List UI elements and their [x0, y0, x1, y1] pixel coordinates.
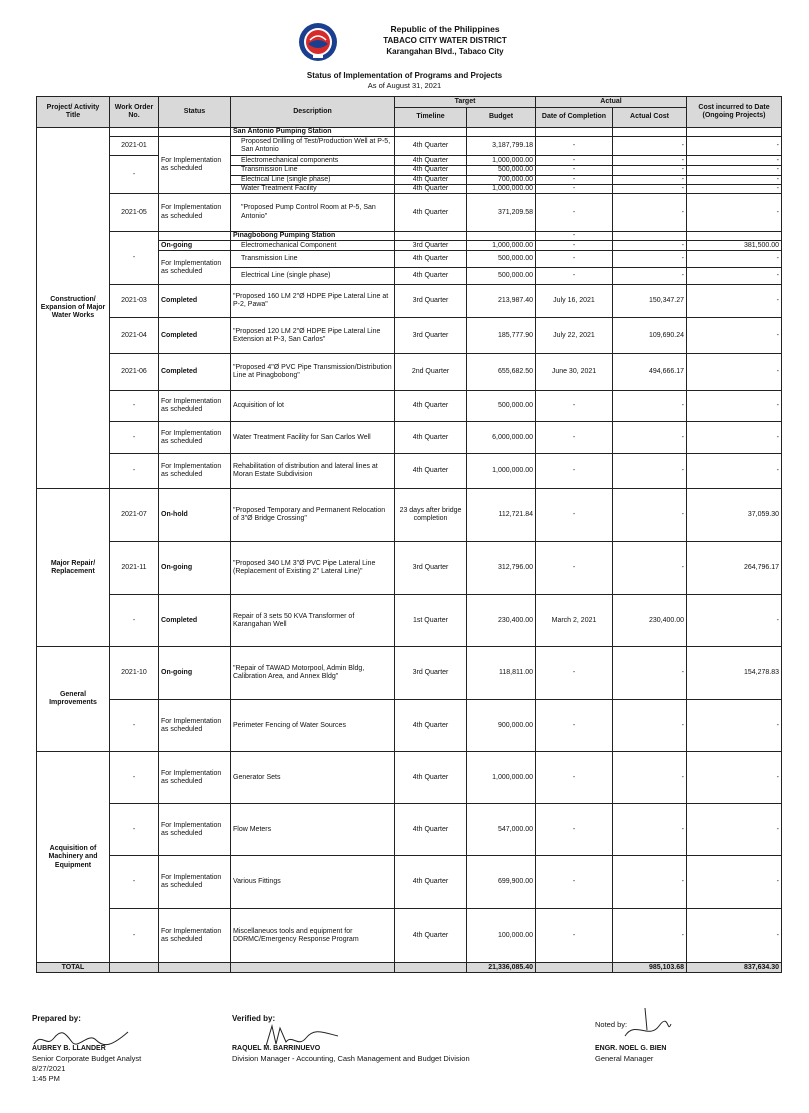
- status-cell: For Implementation as scheduled: [159, 137, 231, 194]
- table-row: - Pinagbobong Pumping Station -: [37, 232, 782, 241]
- verified-label: Verified by:: [232, 1014, 276, 1023]
- prepared-name: AUBREY B. LLANDER: [32, 1045, 106, 1052]
- total-label: TOTAL: [37, 963, 110, 973]
- noted-label: Noted by:: [595, 1020, 628, 1029]
- verified-by-block: [232, 1014, 470, 1064]
- col-date-completion: Date of Completion: [536, 108, 613, 128]
- table-row: On-going Electromechanical Component 3rd Quarter 1,000,000.00 - - 381,500.00: [37, 241, 782, 251]
- table-row: Electrical Line (single phase) 4th Quarter 700,000.00 - - -: [37, 175, 782, 184]
- total-actual-cost: 985,103.68: [613, 963, 687, 973]
- signature-image: [32, 1028, 132, 1050]
- col-cost-incurred: Cost incurred to Date (Ongoing Projects): [687, 97, 782, 128]
- prepared-date: 8/27/2021: [32, 1064, 66, 1073]
- table-row: Electrical Line (single phase) 4th Quarter 500,000.00 - - -: [37, 268, 782, 285]
- table-row: - For Implementation as scheduled Water Treatment Facility for San Carlos Well 4th Quarter 6,000,000.00 - - -: [37, 422, 782, 454]
- district-address: Karangahan Blvd., Tabaco City: [386, 47, 504, 56]
- table-row: Acquisition of Machinery and Equipment - For Implementation as scheduled Generator Sets 4th Quarter 1,000,000.00 - - -: [37, 752, 782, 804]
- table-row: - For Implementation as scheduled Flow Meters 4th Quarter 547,000.00 - - -: [37, 804, 782, 856]
- table-row: [37, 128, 782, 137]
- prepared-time: 1:45 PM: [32, 1074, 60, 1083]
- table-row: Major Repair/ Replacement 2021-07 On-hold "Proposed Temporary and Permanent Relocation of 3"Ø Bridge Crossing" 23 days after bridge completion 112,721.84 - - 37,059.30: [37, 489, 782, 542]
- table-row: - For Implementation as scheduled Miscellaneuos tools and equipment for DDRMC/Emergency Response Program 4th Quarter 100,000.00 - - -: [37, 909, 782, 963]
- signatories: [0, 1002, 809, 1102]
- table-row: 2021-05 For Implementation as scheduled "Proposed Pump Control Room at P-5, San Antonio" 4th Quarter 371,209.58 - - -: [37, 194, 782, 232]
- col-actual: Actual: [536, 97, 687, 108]
- verified-name: RAQUEL M. BARRINUEVO: [232, 1045, 321, 1052]
- table-row: 2021-01 For Implementation as scheduled Proposed Drilling of Test/Production Well at P-5, San Antonio 4th Quarter 3,187,799.18 - - -: [37, 137, 782, 156]
- table-row: Water Treatment Facility 4th Quarter 1,000,000.00 - - -: [37, 184, 782, 193]
- report-title: Status of Implementation of Programs and Projects: [306, 71, 503, 80]
- col-description: Description: [231, 97, 395, 128]
- prepared-by-block: [32, 1014, 141, 1084]
- total-cost-incurred: 837,634.30: [687, 963, 782, 973]
- table-row: 2021-06 Completed "Proposed 4"Ø PVC Pipe Transmission/Distribution Line at Pinagbobong" 2nd Quarter 655,682.50 June 30, 2021 494,666.17 -: [37, 354, 782, 391]
- col-actual-cost: Actual Cost: [613, 108, 687, 128]
- table-row: General Improvements 2021-10 On-going "Repair of TAWAD Motorpool, Admin Bldg, Calibration Area, and Annex Bldg" 3rd Quarter 118,811.00 - - 154,278.83: [37, 647, 782, 700]
- total-budget: 21,336,085.40: [467, 963, 536, 973]
- table-row: For Implementation as scheduled Transmission Line 4th Quarter 500,000.00 - - -: [37, 251, 782, 268]
- verified-title: Division Manager - Accounting, Cash Management and Budget Division: [232, 1054, 470, 1063]
- col-target: Target: [395, 97, 536, 108]
- prepared-title: Senior Corporate Budget Analyst: [32, 1054, 142, 1063]
- noted-title: General Manager: [595, 1054, 654, 1063]
- projects-table: [36, 96, 782, 973]
- station-heading: Pinagbobong Pumping Station: [231, 232, 395, 241]
- signature-image: [262, 1022, 342, 1050]
- noted-name: ENGR. NOEL G. BIEN: [595, 1045, 667, 1052]
- table-row: Transmission Line 4th Quarter 500,000.00 - - -: [37, 166, 782, 175]
- report-date: As of August 31, 2021: [367, 81, 442, 90]
- category-machinery: Acquisition of Machinery and Equipment: [37, 752, 110, 963]
- table-row: - For Implementation as scheduled Acquisition of lot 4th Quarter 500,000.00 - - -: [37, 391, 782, 422]
- col-status: Status: [159, 97, 231, 128]
- noted-by-block: [595, 1020, 666, 1064]
- category-repair: Major Repair/ Replacement: [37, 489, 110, 647]
- station-heading: San Antonio Pumping Station: [231, 128, 395, 137]
- total-row: [37, 963, 782, 973]
- table-row: - For Implementation as scheduled Rehabilitation of distribution and lateral lines at Moran Estate Subdivision 4th Quarter 1,000,000.00 - - -: [37, 454, 782, 489]
- prepared-label: Prepared by:: [32, 1014, 81, 1023]
- table-row: 2021-04 Completed "Proposed 120 LM 2"Ø HDPE Pipe Lateral Line Extension at P-3, San Carlos" 3rd Quarter 185,777.90 July 22, 2021 109,690.24 -: [37, 318, 782, 354]
- category-construction: Construction/ Expansion of Major Water Works: [37, 128, 110, 489]
- category-general: General Improvements: [37, 647, 110, 752]
- republic-line: Republic of the Philippines: [390, 24, 500, 34]
- col-work-order: Work Order No.: [110, 97, 159, 128]
- table-row: - For Implementation as scheduled Perimeter Fencing of Water Sources 4th Quarter 900,000.00 - - -: [37, 700, 782, 752]
- table-row: 2021-03 Completed "Proposed 160 LM 2"Ø HDPE Pipe Lateral Line at P-2, Pawa" 3rd Quarter 213,987.40 July 16, 2021 150,347.27 -: [37, 285, 782, 318]
- table-row: - For Implementation as scheduled Various Fittings 4th Quarter 699,900.00 - - -: [37, 856, 782, 909]
- tawad-seal-logo: [298, 22, 338, 62]
- district-name: TABACO CITY WATER DISTRICT: [383, 36, 507, 45]
- col-budget: Budget: [467, 108, 536, 128]
- col-timeline: Timeline: [395, 108, 467, 128]
- col-project: Project/ Activity Title: [37, 97, 110, 128]
- table-row: 2021-11 On-going "Proposed 340 LM 3"Ø PVC Pipe Lateral Line (Replacement of Existing 2" Lateral Line)" 3rd Quarter 312,796.00 - - 264,796.17: [37, 542, 782, 595]
- table-row: - Electromechanical components 4th Quarter 1,000,000.00 - - -: [37, 156, 782, 166]
- table-row: - Completed Repair of 3 sets 50 KVA Transformer of Karangahan Well 1st Quarter 230,400.00 March 2, 2021 230,400.00 -: [37, 595, 782, 647]
- letterhead: [0, 22, 809, 62]
- signature-image: [615, 1006, 675, 1046]
